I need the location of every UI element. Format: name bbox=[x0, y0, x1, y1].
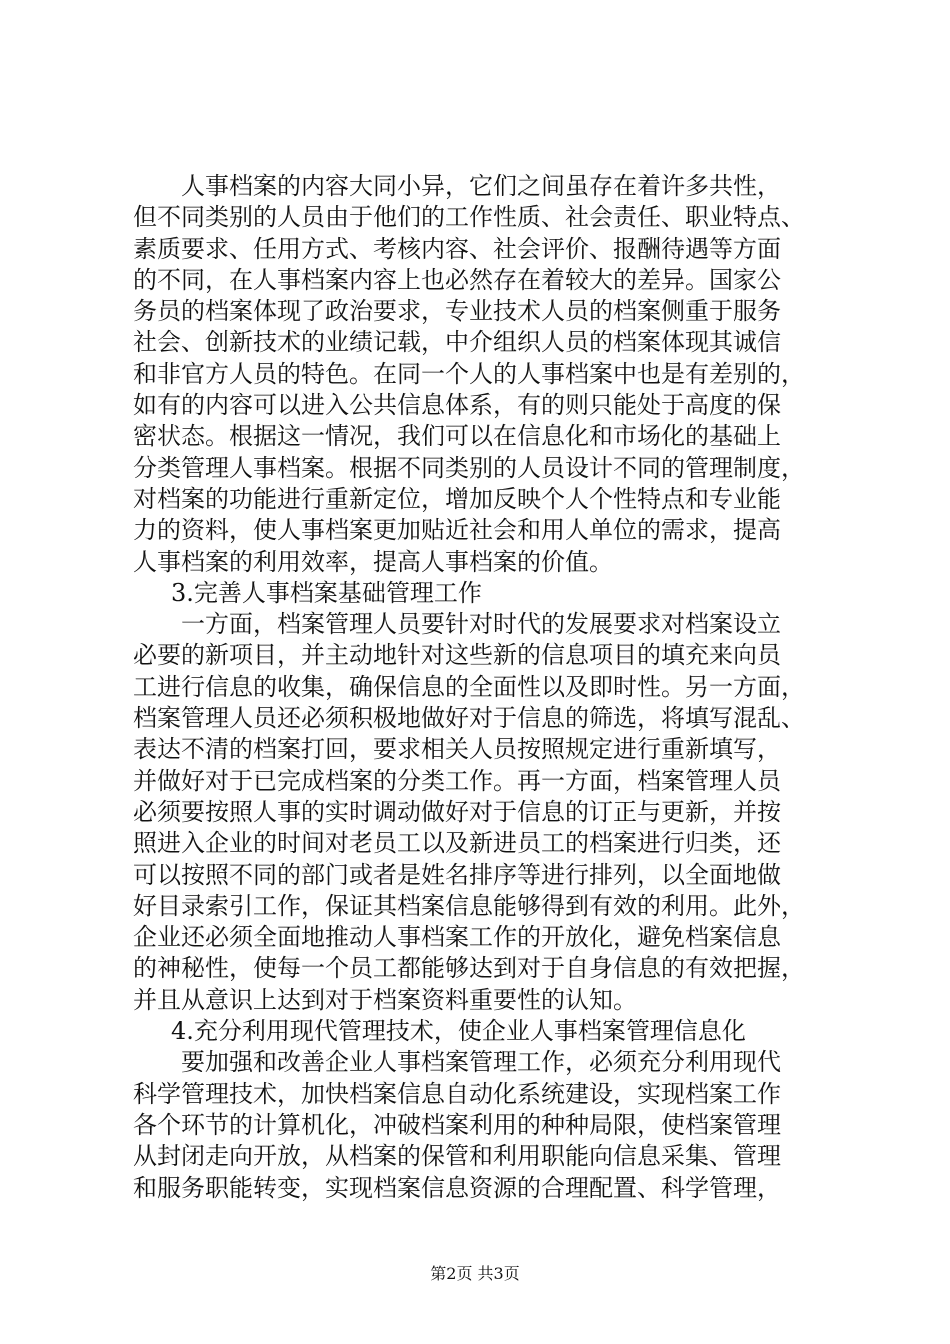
paragraph-line: 和非官方人员的特色。在同一个人的人事档案中也是有差别的， bbox=[133, 359, 805, 388]
paragraph-line: 的神秘性，使每一个员工都能够达到对于自身信息的有效把握， bbox=[133, 954, 805, 983]
paragraph-line: 力的资料，使人事档案更加贴近社会和用人单位的需求，提高 bbox=[133, 516, 781, 545]
paragraph-line: 人事档案的内容大同小异，它们之间虽存在着许多共性， bbox=[181, 172, 781, 200]
paragraph-line: 密状态。根据这一情况，我们可以在信息化和市场化的基础上 bbox=[133, 422, 781, 451]
page-number-label: 第2页 共3页 bbox=[430, 1264, 520, 1283]
section-heading: 4.充分利用现代管理技术，使企业人事档案管理信息化 bbox=[171, 1017, 746, 1046]
paragraph-line: 表达不清的档案打回，要求相关人员按照规定进行重新填写， bbox=[133, 735, 781, 764]
paragraph-line: 必须要按照人事的实时调动做好对于信息的订正与更新，并按 bbox=[133, 797, 781, 826]
paragraph-line: 可以按照不同的部门或者是姓名排序等进行排列，以全面地做 bbox=[133, 860, 781, 889]
document-body bbox=[133, 171, 833, 1204]
paragraph-line: 要加强和改善企业人事档案管理工作，必须充分利用现代 bbox=[181, 1048, 781, 1077]
paragraph-line: 务员的档案体现了政治要求，专业技术人员的档案侧重于服务 bbox=[133, 297, 781, 326]
paragraph-line: 和服务职能转变，实现档案信息资源的合理配置、科学管理， bbox=[133, 1173, 781, 1202]
paragraph-line: 科学管理技术，加快档案信息自动化系统建设，实现档案工作 bbox=[133, 1079, 781, 1108]
paragraph-line: 素质要求、任用方式、考核内容、社会评价、报酬待遇等方面 bbox=[133, 234, 781, 263]
paragraph-line: 一方面，档案管理人员要针对时代的发展要求对档案设立 bbox=[181, 610, 781, 639]
paragraph-line: 分类管理人事档案。根据不同类别的人员设计不同的管理制度， bbox=[133, 453, 805, 482]
paragraph-line: 并且从意识上达到对于档案资料重要性的认知。 bbox=[133, 985, 637, 1014]
paragraph-line: 各个环节的计算机化，冲破档案利用的种种局限，使档案管理 bbox=[133, 1110, 781, 1139]
paragraph-line: 企业还必须全面地推动人事档案工作的开放化，避免档案信息 bbox=[133, 923, 781, 952]
paragraph-line: 工进行信息的收集，确保信息的全面性以及即时性。另一方面， bbox=[133, 672, 805, 701]
paragraph-line: 必要的新项目，并主动地针对这些新的信息项目的填充来向员 bbox=[133, 641, 781, 670]
paragraph-line: 档案管理人员还必须积极地做好对于信息的筛选，将填写混乱、 bbox=[133, 704, 805, 733]
paragraph-line: 并做好对于已完成档案的分类工作。再一方面，档案管理人员 bbox=[133, 766, 781, 795]
paragraph-line: 人事档案的利用效率，提高人事档案的价值。 bbox=[133, 547, 613, 576]
page-footer bbox=[0, 1264, 950, 1284]
paragraph-line: 但不同类别的人员由于他们的工作性质、社会责任、职业特点、 bbox=[133, 203, 805, 232]
paragraph-line: 照进入企业的时间对老员工以及新进员工的档案进行归类，还 bbox=[133, 829, 781, 858]
section-heading: 3.完善人事档案基础管理工作 bbox=[171, 578, 482, 607]
paragraph-line: 好目录索引工作，保证其档案信息能够得到有效的利用。此外， bbox=[133, 891, 805, 920]
paragraph-line: 的不同，在人事档案内容上也必然存在着较大的差异。国家公 bbox=[133, 265, 781, 294]
paragraph-line: 对档案的功能进行重新定位，增加反映个人个性特点和专业能 bbox=[133, 484, 781, 513]
paragraph-line: 从封闭走向开放，从档案的保管和利用职能向信息采集、管理 bbox=[133, 1142, 781, 1171]
paragraph-line: 如有的内容可以进入公共信息体系，有的则只能处于高度的保 bbox=[133, 391, 781, 420]
paragraph-line: 社会、创新技术的业绩记载，中介组织人员的档案体现其诚信 bbox=[133, 328, 781, 357]
